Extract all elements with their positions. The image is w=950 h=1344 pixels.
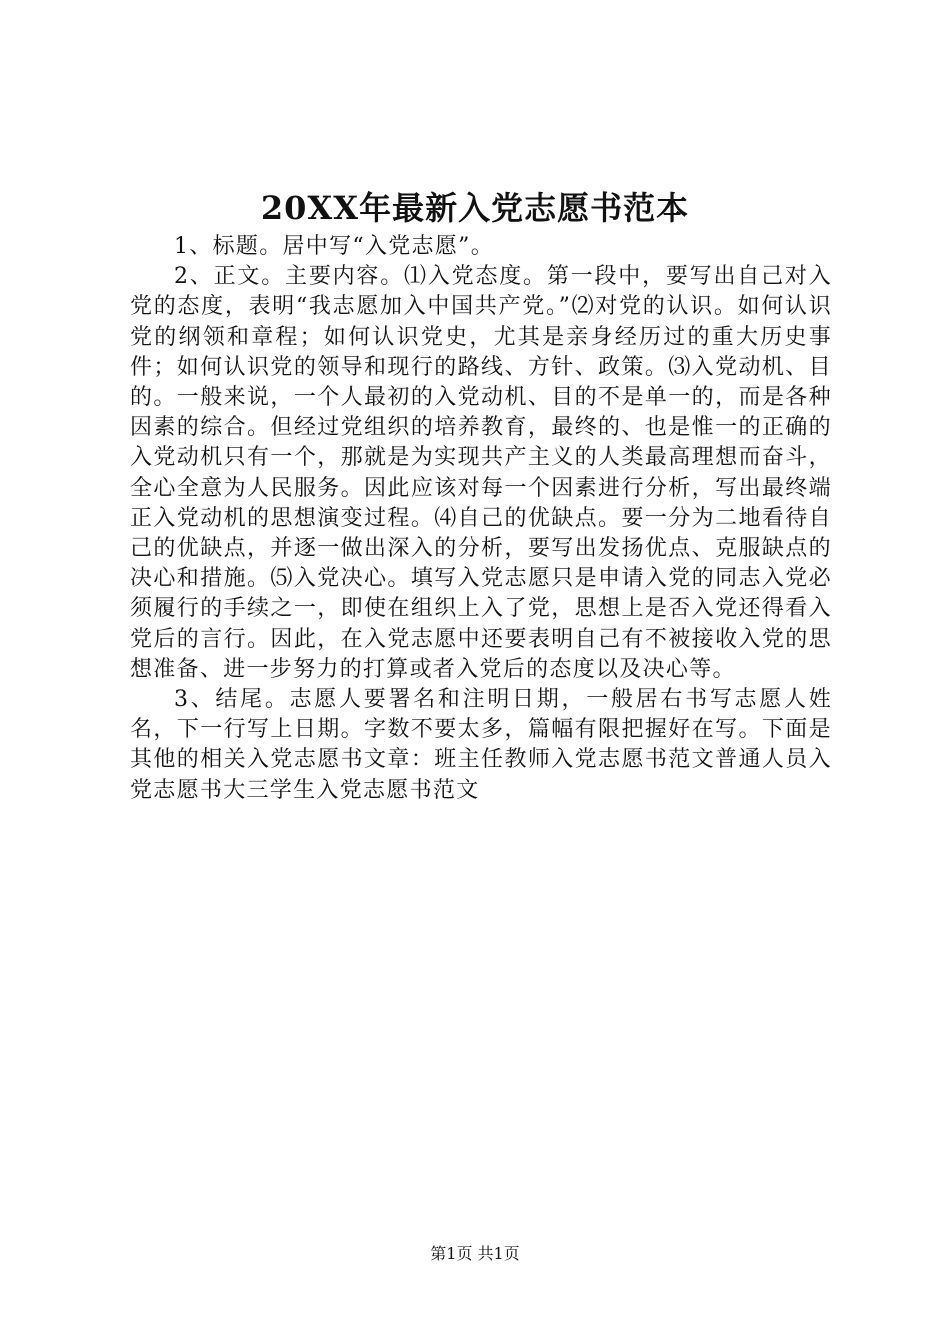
document-title: 20XX年最新入党志愿书范本 — [260, 189, 690, 227]
paragraph-ending-rule: 3、结尾。志愿人要署名和注明日期，一般居右书写志愿人姓名，下一行写上日期。字数不要太多，篇幅有限把握好在写。下面是其他的相关入党志愿书文章：班主任教师入党志愿书范文普通人员入党志愿书大三学生入党志愿书范文 — [130, 687, 832, 803]
paragraph-body-rule: 2、正文。主要内容。⑴入党态度。第一段中，要写出自己对入党的态度，表明“我志愿加入中国共产党。”⑵对党的认识。如何认识党的纲领和章程；如何认识党史，尤其是亲身经历过的重大历史事件；如何认识党的领导和现行的路线、方针、政策。⑶入党动机、目的。一般来说，一个人最初的入党动机、目的不是单一的，而是各种因素的综合。但经过党组织的培养教育，最终的、也是惟一的正确的入党动机只有一个，那就是为实现共产主义的人类最高理想而奋斗，全心全意为人民服务。因此应该对每一个因素进行分析，写出最终端正入党动机的思想演变过程。⑷自己的优缺点。要一分为二地看待自己的优缺点，并逐一做出深入的分析，要写出发扬优点、克服缺点的决心和措施。⑸入党决心。填写入党志愿只是申请入党的同志入党必须履行的手续之一，即使在组织上入了党，思想上是否入党还得看入党后的言行。因此，在入党志愿中还要表明自己有不被接收入党的思想准备、进一步努力的打算或者入党后的态度以及决心等。 — [130, 264, 832, 682]
document-body — [130, 232, 832, 806]
page-footer: 第1页 共1页 — [430, 1244, 520, 1263]
paragraph-title-rule: 1、标题。居中写“入党志愿”。 — [174, 234, 494, 259]
